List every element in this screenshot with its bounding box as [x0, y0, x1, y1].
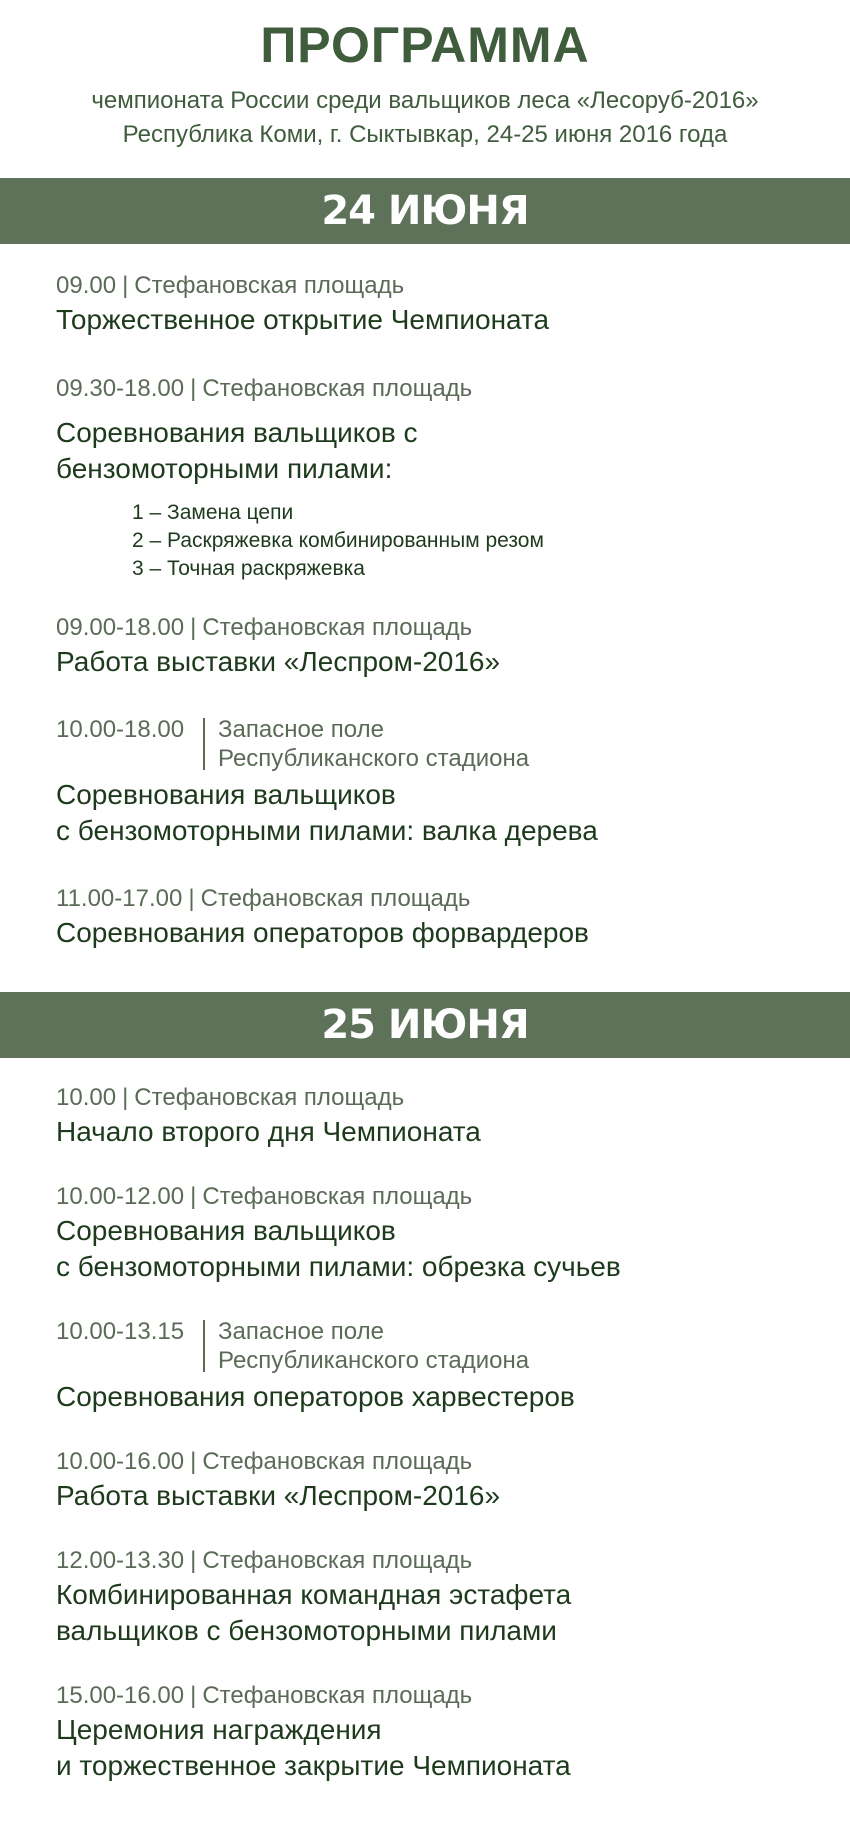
event-item	[56, 1681, 836, 1784]
event-separator-bar	[203, 1320, 205, 1372]
event-name: Соревнования операторов форвардеров	[56, 917, 589, 948]
event-name	[56, 1712, 836, 1784]
event-name-line: бензомоторными пилами:	[56, 453, 393, 484]
event-name-line: Комбинированная командная эстафета	[56, 1579, 572, 1610]
event-name: Работа выставки «Леспром-2016»	[56, 1480, 501, 1511]
event-time: 10.00-13.15	[56, 1318, 185, 1345]
event-item	[56, 1317, 836, 1415]
event-time: 12.00-13.30	[56, 1547, 185, 1574]
event-place-line: Запасное поле	[218, 716, 384, 743]
event-time: 09.00	[56, 272, 117, 299]
event-meta	[56, 1546, 836, 1575]
event-place: Стефановская площадь	[200, 885, 471, 912]
event-sublist	[132, 499, 836, 583]
event-separator: |	[190, 1547, 197, 1574]
event-time: 15.00-16.00	[56, 1682, 185, 1709]
event-name	[56, 1577, 836, 1649]
event-time: 10.00-12.00	[56, 1183, 185, 1210]
event-place	[218, 1317, 529, 1375]
event-time: 10.00-18.00	[56, 716, 185, 743]
event-meta	[56, 884, 836, 913]
event-place: Стефановская площадь	[134, 272, 405, 299]
subtitle-line-1: чемпионата России среди вальщиков леса «Лесоруб-2016»	[91, 87, 759, 114]
event-place: Стефановская площадь	[202, 1448, 473, 1475]
event-separator-bar	[203, 718, 205, 770]
event-name-line: с бензомоторными пилами: валка дерева	[56, 815, 598, 846]
event-meta	[56, 613, 836, 642]
event-separator: |	[122, 272, 129, 299]
event-name-line: Церемония награждения	[56, 1714, 382, 1745]
event-name: Торжественное открытие Чемпионата	[56, 304, 550, 335]
event-item	[56, 613, 836, 680]
event-place-line: Республиканского стадиона	[218, 1347, 530, 1374]
event-place: Стефановская площадь	[202, 1682, 473, 1709]
event-name-line: и торжественное закрытие Чемпионата	[56, 1750, 571, 1781]
event-name: Работа выставки «Леспром-2016»	[56, 646, 501, 677]
event-name	[56, 1213, 836, 1285]
event-item	[56, 1083, 836, 1150]
event-meta	[56, 1681, 836, 1710]
event-place	[218, 715, 529, 773]
event-meta	[56, 715, 836, 773]
event-meta	[56, 1083, 836, 1112]
event-name-line: с бензомоторными пилами: обрезка сучьев	[56, 1251, 621, 1282]
event-name	[56, 777, 836, 849]
event-name-line: вальщиков с бензомоторными пилами	[56, 1615, 557, 1646]
event-meta	[56, 1182, 836, 1211]
event-separator: |	[122, 1084, 129, 1111]
sublist-item: 1 – Замена цепи	[132, 501, 294, 524]
event-meta	[56, 1317, 836, 1375]
event-item	[56, 374, 836, 583]
event-time: 10.00-16.00	[56, 1448, 185, 1475]
event-name-line: Соревнования вальщиков с	[56, 417, 418, 448]
sublist-item: 2 – Раскряжевка комбинированным резом	[132, 529, 544, 552]
event-meta	[56, 374, 836, 403]
page-title: ПРОГРАММА	[260, 17, 590, 73]
event-place: Стефановская площадь	[134, 1084, 405, 1111]
day-band-24-june: 24 ИЮНЯ	[0, 178, 850, 244]
event-time: 09.30-18.00	[56, 375, 185, 402]
event-item	[56, 1182, 836, 1285]
day-band-25-june: 25 ИЮНЯ	[0, 992, 850, 1058]
sublist-item: 3 – Точная раскряжевка	[132, 557, 365, 580]
event-place: Стефановская площадь	[202, 375, 473, 402]
event-place-line: Республиканского стадиона	[218, 745, 530, 772]
event-item	[56, 271, 836, 338]
event-time: 11.00-17.00	[56, 885, 183, 912]
event-separator: |	[190, 1183, 197, 1210]
event-name-line: Соревнования вальщиков	[56, 779, 396, 810]
event-separator: |	[190, 1448, 197, 1475]
event-item	[56, 1447, 836, 1514]
event-separator: |	[190, 375, 197, 402]
event-item	[56, 715, 836, 849]
event-place: Стефановская площадь	[202, 1547, 473, 1574]
event-meta	[56, 271, 836, 300]
subtitle-line-2: Республика Коми, г. Сыктывкар, 24-25 июня 2016 года	[122, 121, 728, 148]
event-time: 09.00-18.00	[56, 614, 185, 641]
event-name-line: Соревнования вальщиков	[56, 1215, 396, 1246]
event-place-line: Запасное поле	[218, 1318, 384, 1345]
event-separator: |	[190, 614, 197, 641]
event-separator: |	[190, 1682, 197, 1709]
event-item	[56, 1546, 836, 1649]
event-place: Стефановская площадь	[202, 1183, 473, 1210]
event-name	[56, 415, 836, 487]
event-place: Стефановская площадь	[202, 614, 473, 641]
event-time: 10.00	[56, 1084, 117, 1111]
event-name: Соревнования операторов харвестеров	[56, 1381, 575, 1412]
event-name: Начало второго дня Чемпионата	[56, 1116, 481, 1147]
event-separator: |	[188, 885, 195, 912]
event-meta	[56, 1447, 836, 1476]
event-item	[56, 884, 836, 951]
